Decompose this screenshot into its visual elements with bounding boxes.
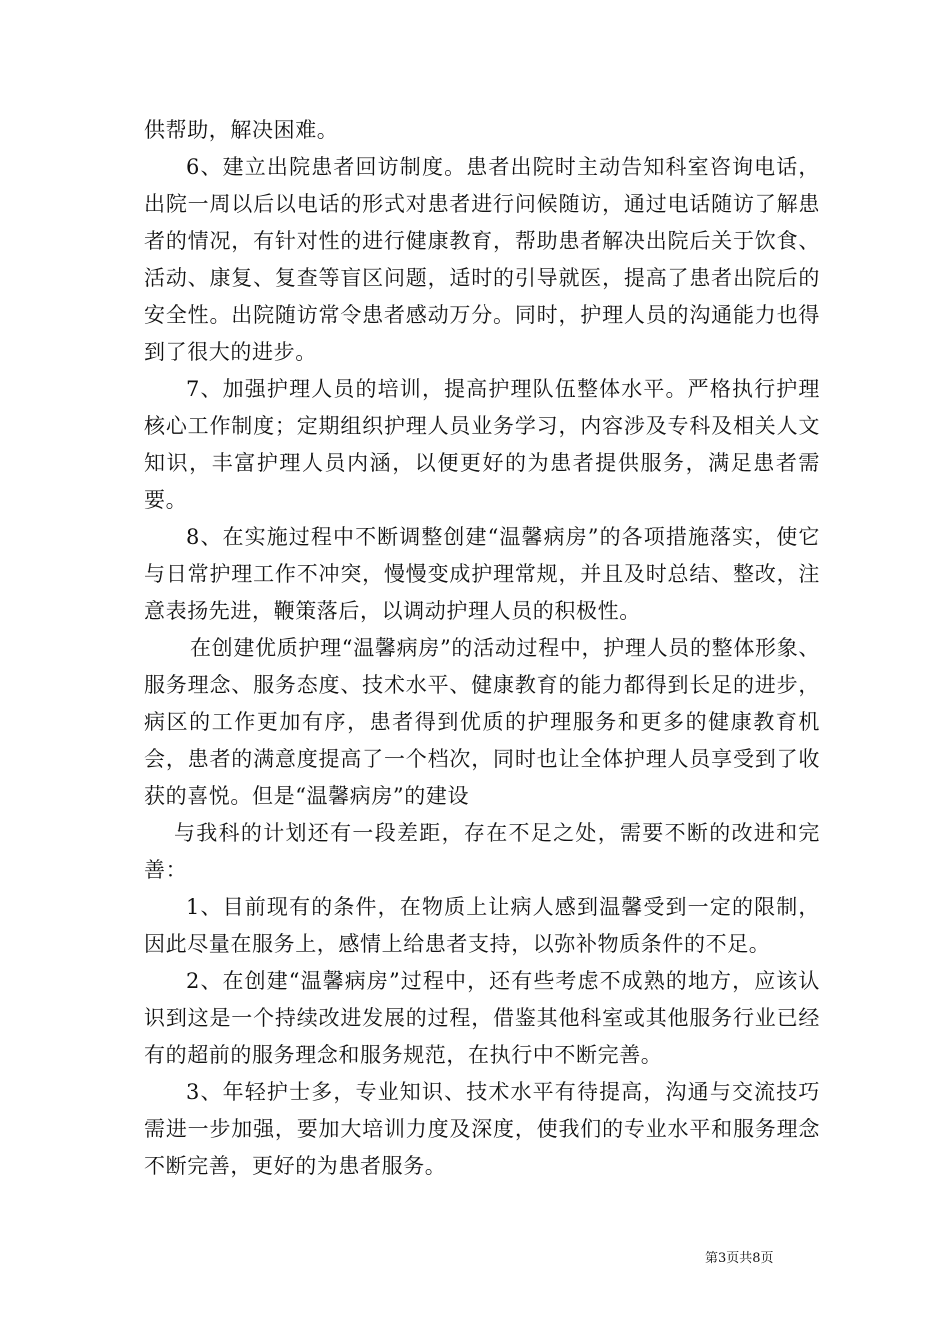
paragraph-issue-2: 2、在创建“温馨病房”过程中，还有些考虑不成熟的地方，应该认识到这是一个持续改进发展的过程，借鉴其他科室或其他服务行业已经有的超前的服务理念和服务规范，在执行中不断完善。 (144, 969, 820, 1067)
page-number: 第3页共8页 (705, 1251, 774, 1266)
paragraph-gap: 与我科的计划还有一段差距，存在不足之处，需要不断的改进和完善： (144, 821, 820, 882)
paragraph-item-7: 7、加强护理人员的培训，提高护理队伍整体水平。严格执行护理核心工作制度；定期组织护理人员业务学习，内容涉及专科及相关人文知识，丰富护理人员内涵，以便更好的为患者提供服务，满足患者需要。 (144, 377, 820, 512)
paragraph-summary: 在创建优质护理“温馨病房”的活动过程中，护理人员的整体形象、服务理念、服务态度、技术水平、健康教育的能力都得到长足的进步，病区的工作更加有序，患者得到优质的护理服务和更多的健康教育机会，患者的满意度提高了一个档次，同时也让全体护理人员享受到了收获的喜悦。但是“温馨病房”的建设 (144, 636, 820, 808)
paragraph-continuation: 供帮助，解决困难。 (144, 118, 339, 142)
paragraph-issue-3: 3、年轻护士多，专业知识、技术水平有待提高，沟通与交流技巧需进一步加强，要加大培训力度及深度，使我们的专业水平和服务理念不断完善，更好的为患者服务。 (144, 1080, 820, 1178)
document-body (144, 112, 820, 1185)
paragraph-issue-1: 1、目前现有的条件，在物质上让病人感到温馨受到一定的限制，因此尽量在服务上，感情上给患者支持，以弥补物质条件的不足。 (144, 895, 820, 956)
paragraph-item-6: 6、建立出院患者回访制度。患者出院时主动告知科室咨询电话，出院一周以后以电话的形式对患者进行问候随访，通过电话随访了解患者的情况，有针对性的进行健康教育，帮助患者解决出院后关于饮食、活动、康复、复查等盲区问题，适时的引导就医，提高了患者出院后的安全性。出院随访常令患者感动万分。同时，护理人员的沟通能力也得到了很大的进步。 (144, 155, 820, 364)
paragraph-item-8: 8、在实施过程中不断调整创建“温馨病房”的各项措施落实，使它与日常护理工作不冲突，慢慢变成护理常规，并且及时总结、整改，注意表扬先进，鞭策落后，以调动护理人员的积极性。 (144, 525, 820, 623)
